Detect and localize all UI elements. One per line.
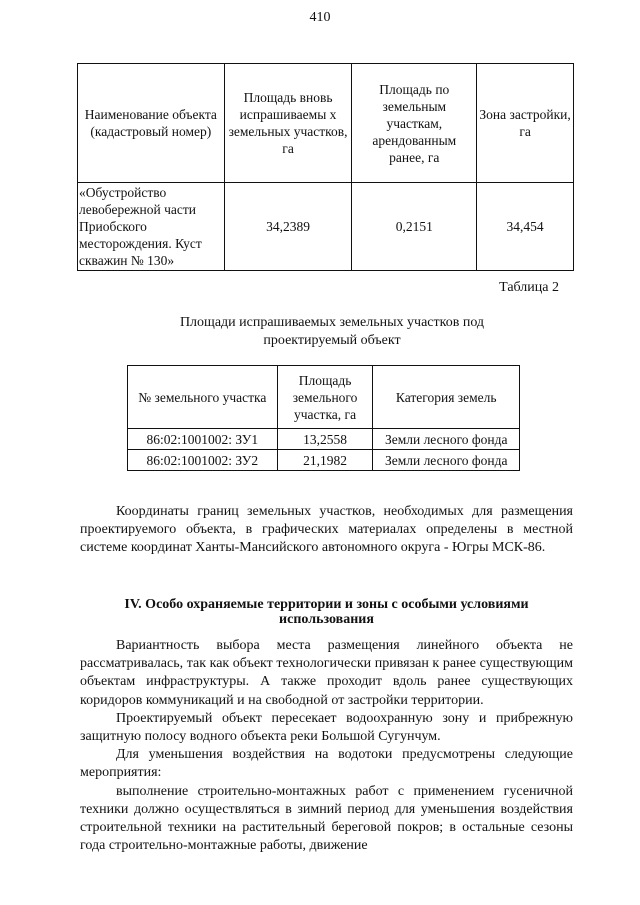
table-cell: 34,454 [477, 183, 574, 271]
table-header-cell: Площадь земельного участка, га [277, 366, 373, 429]
paragraph: выполнение строительно-монтажных работ с применением гусеничной техники должно осуществляться в зимний период для уменьшения воздействия строительной техники на растительный береговой покров; в остальные сезоны года строительно-монтажные работы, движение [80, 783, 573, 854]
table-cell: «Обустройство левобережной части Приобского месторождения. Куст скважин № 130» [78, 183, 225, 271]
table-cell: 86:02:1001002: ЗУ1 [128, 429, 278, 450]
table-cell: Земли лесного фонда [373, 429, 520, 450]
coordinates-paragraph [80, 503, 573, 558]
body-text [80, 637, 573, 855]
table-title [77, 314, 587, 350]
table-row [128, 450, 520, 471]
section-heading: IV. Особо охраняемые территории и зоны с особыми условиями использования [124, 597, 529, 627]
paragraph: Координаты границ земельных участков, необходимых для размещения проектируемого объекта, в графических материалах определены в местной системе координат Ханты-Мансийского автономного округа - Югры МСК-86. [80, 504, 573, 556]
table-cell: 0,2151 [352, 183, 477, 271]
table-row [78, 183, 574, 271]
land-area-table [77, 63, 574, 271]
table-title-line: Площади испрашиваемых земельных участков под [179, 315, 485, 330]
table-cell: Земли лесного фонда [373, 450, 520, 471]
table-label: Таблица 2 [499, 280, 559, 295]
table-header-cell: Наименование объекта (кадастровый номер) [78, 64, 225, 183]
table-cell: 34,2389 [224, 183, 352, 271]
plots-table [127, 365, 520, 471]
table-header-row [78, 64, 574, 183]
table-header-cell: Зона застройки, га [477, 64, 574, 183]
table-cell: 21,1982 [277, 450, 373, 471]
table-cell: 86:02:1001002: ЗУ2 [128, 450, 278, 471]
table-header-cell: Площадь вновь испрашиваемы х земельных участков, га [224, 64, 352, 183]
paragraph: Вариантность выбора места размещения линейного объекта не рассматривалась, так как объект технологически привязан к ранее существующим объектам инфраструктуры. А также проходит вдоль ранее существующих коридоров коммуникаций и на свободной от застройки территории. [80, 638, 573, 708]
table-header-row [128, 366, 520, 429]
table-header-cell: № земельного участка [128, 366, 278, 429]
page-number: 410 [309, 10, 331, 25]
paragraph: Для уменьшения воздействия на водотоки предусмотрены следующие мероприятия: [80, 747, 573, 781]
table-cell: 13,2558 [277, 429, 373, 450]
table-row [128, 429, 520, 450]
paragraph: Проектируемый объект пересекает водоохранную зону и прибрежную защитную полосу водного объекта реки Большой Сугунчум. [80, 710, 573, 745]
table-title-line: проектируемый объект [263, 333, 401, 348]
table-header-cell: Категория земель [373, 366, 520, 429]
table-header-cell: Площадь по земельным участкам, арендованным ранее, га [352, 64, 477, 183]
